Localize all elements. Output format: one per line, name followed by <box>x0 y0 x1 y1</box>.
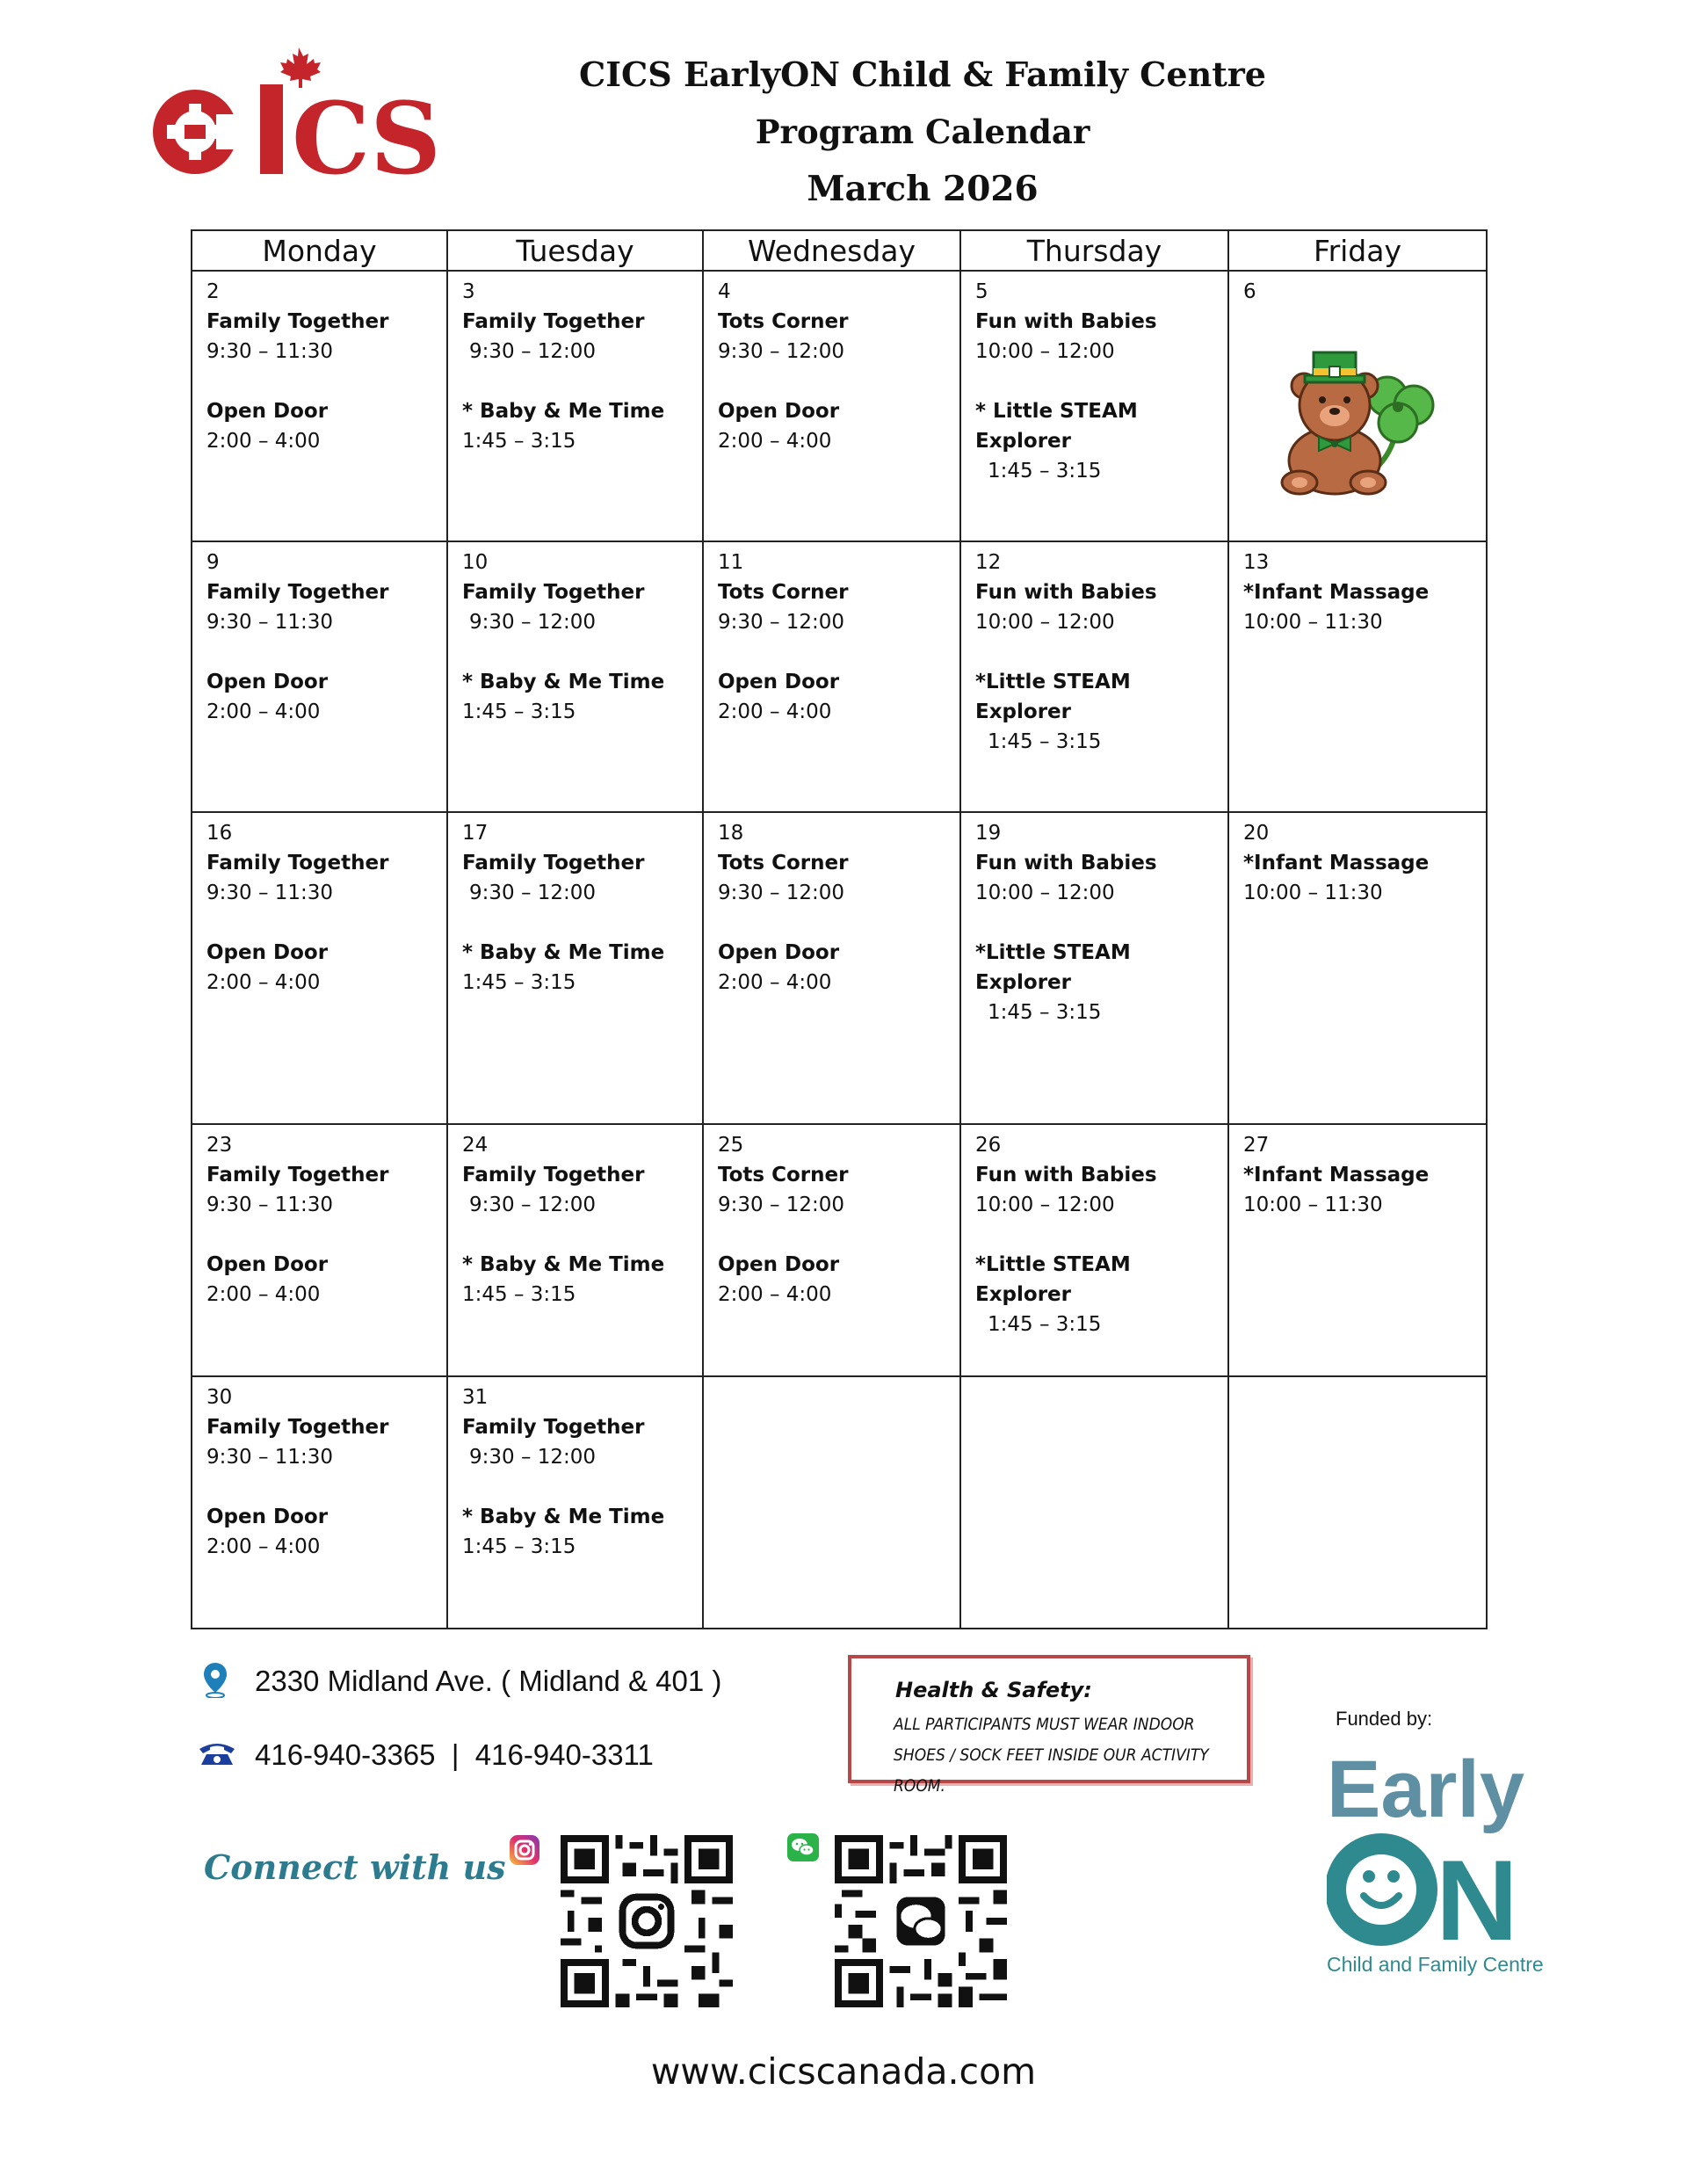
event-time: 1:45 – 3:15 <box>988 1313 1102 1336</box>
event-name: Tots Corner <box>718 581 849 604</box>
event-name: Open Door <box>206 1253 329 1276</box>
event <box>718 938 959 998</box>
event-name: Open Door <box>718 941 840 964</box>
day-cell <box>703 271 960 541</box>
day-cell <box>960 271 1228 541</box>
day-cell <box>447 541 703 812</box>
event <box>462 938 702 998</box>
event-time: 9:30 – 12:00 <box>469 882 597 904</box>
program-calendar <box>191 229 1488 1629</box>
location-pin-icon <box>202 1661 228 1698</box>
event-time: 1:45 – 3:15 <box>988 1001 1102 1024</box>
day-cell <box>447 1124 703 1376</box>
event <box>462 396 702 456</box>
event <box>1243 1160 1486 1220</box>
event <box>462 667 702 727</box>
day-cell <box>192 271 447 541</box>
earlyon-logo-top: Early <box>1327 1745 1525 1834</box>
event-time: 10:00 – 12:00 <box>975 1194 1115 1216</box>
day-cell <box>960 541 1228 812</box>
week-row <box>192 541 1487 812</box>
day-cell <box>960 1124 1228 1376</box>
event <box>462 848 702 908</box>
week-row <box>192 1124 1487 1376</box>
event <box>1243 577 1486 637</box>
day-number: 30 <box>206 1386 233 1409</box>
event-time: 1:45 – 3:15 <box>988 460 1102 483</box>
event <box>975 396 1227 486</box>
day-cell <box>1228 541 1487 812</box>
day-number: 5 <box>975 280 988 303</box>
event-name: Tots Corner <box>718 1164 849 1186</box>
event <box>718 848 959 908</box>
day-cell <box>192 1124 447 1376</box>
day-number: 13 <box>1243 551 1270 574</box>
org-title: CICS EarlyON Child & Family Centre <box>579 54 1266 94</box>
day-number: 23 <box>206 1134 233 1157</box>
weekday-header: Friday <box>1228 230 1487 271</box>
event-name: * Baby & Me Time <box>462 941 665 964</box>
day-number: 24 <box>462 1134 489 1157</box>
event-time: 9:30 – 12:00 <box>469 340 597 363</box>
weekday-header-row <box>192 230 1487 271</box>
day-cell <box>192 541 447 812</box>
event <box>206 1502 446 1562</box>
day-number: 27 <box>1243 1134 1270 1157</box>
event-time: 1:45 – 3:15 <box>988 730 1102 753</box>
event-time: 10:00 – 11:30 <box>1243 1194 1383 1216</box>
event-name: Fun with Babies <box>975 1164 1157 1186</box>
event <box>206 396 446 456</box>
event <box>975 577 1227 637</box>
day-number: 3 <box>462 280 475 303</box>
event <box>718 396 959 456</box>
event <box>206 1250 446 1310</box>
day-cell <box>192 812 447 1124</box>
phone-numbers: 416-940-3365 | 416-940-3311 <box>255 1738 654 1771</box>
week-row <box>192 271 1487 541</box>
day-cell <box>447 812 703 1124</box>
event <box>975 1160 1227 1220</box>
event-time: 9:30 – 12:00 <box>718 882 845 904</box>
event <box>462 1160 702 1220</box>
event-time: 10:00 – 11:30 <box>1243 611 1383 634</box>
event-time: 9:30 – 12:00 <box>718 611 845 634</box>
weekday-header: Wednesday <box>703 230 960 271</box>
event <box>206 577 446 637</box>
cics-logo <box>141 44 474 185</box>
event-name: Fun with Babies <box>975 310 1157 333</box>
day-number: 16 <box>206 822 233 845</box>
connect-with-us: Connect with us <box>204 1847 506 1887</box>
event <box>462 1250 702 1310</box>
day-number: 20 <box>1243 822 1270 845</box>
event-name: * Little STEAM Explorer <box>975 400 1138 453</box>
event-time: 2:00 – 4:00 <box>718 430 832 453</box>
event-name: Open Door <box>718 671 840 693</box>
event-name: Open Door <box>718 1253 840 1276</box>
month-title: March 2026 <box>807 169 1039 209</box>
day-cell <box>703 1124 960 1376</box>
event-time: 2:00 – 4:00 <box>206 1283 321 1306</box>
health-safety-notice <box>848 1655 1250 1796</box>
event-time: 10:00 – 12:00 <box>975 611 1115 634</box>
event-name: Family Together <box>462 581 645 604</box>
day-cell-empty <box>1228 1376 1487 1629</box>
day-cell <box>703 812 960 1124</box>
event-time: 10:00 – 12:00 <box>975 340 1115 363</box>
event-time: 10:00 – 11:30 <box>1243 882 1383 904</box>
event-name: Open Door <box>206 671 329 693</box>
day-number: 4 <box>718 280 731 303</box>
instagram-icon[interactable] <box>510 1835 539 1865</box>
event-name: Open Door <box>206 1506 329 1528</box>
earlyon-logo-caption: Child and Family Centre <box>1327 1953 1544 1976</box>
day-cell <box>1228 271 1487 541</box>
day-number: 11 <box>718 551 744 574</box>
day-cell <box>447 271 703 541</box>
day-cell <box>1228 812 1487 1124</box>
event <box>975 848 1227 908</box>
day-number: 18 <box>718 822 744 845</box>
weekday-header: Tuesday <box>447 230 703 271</box>
address-text: 2330 Midland Ave. ( Midland & 401 ) <box>255 1665 722 1697</box>
day-cell-empty <box>960 1376 1228 1629</box>
event <box>975 1250 1227 1339</box>
day-number: 17 <box>462 822 489 845</box>
event-time: 9:30 – 12:00 <box>718 1194 845 1216</box>
event-name: * Baby & Me Time <box>462 1506 665 1528</box>
event-time: 1:45 – 3:15 <box>462 700 576 723</box>
event-time: 2:00 – 4:00 <box>206 1535 321 1558</box>
event-name: Fun with Babies <box>975 852 1157 874</box>
event <box>718 1160 959 1220</box>
event-name: Tots Corner <box>718 852 849 874</box>
event-time: 9:30 – 11:30 <box>206 611 334 634</box>
health-safety-title: Health & Safety: <box>895 1678 1092 1702</box>
event-time: 10:00 – 12:00 <box>975 882 1115 904</box>
instagram-qr-code[interactable] <box>561 1835 733 2007</box>
event <box>206 307 446 366</box>
health-safety-text: ALL PARTICIPANTS MUST WEAR INDOOR SHOES / SOCK FEET INSIDE OUR ACTIVITY ROOM. <box>894 1715 1209 1796</box>
event-time: 2:00 – 4:00 <box>206 700 321 723</box>
event <box>462 1502 702 1562</box>
wechat-icon[interactable] <box>787 1833 819 1861</box>
event-time: 9:30 – 12:00 <box>469 611 597 634</box>
day-cell <box>447 1376 703 1629</box>
event-time: 9:30 – 12:00 <box>718 340 845 363</box>
wechat-qr-code[interactable] <box>835 1835 1007 2007</box>
event-time: 2:00 – 4:00 <box>206 971 321 994</box>
leprechaun-bear-illustration <box>1264 342 1440 500</box>
event <box>975 938 1227 1027</box>
day-cell <box>703 541 960 812</box>
event-name: Family Together <box>462 310 645 333</box>
event-name: Family Together <box>462 852 645 874</box>
event-name: *Little STEAM Explorer <box>975 941 1131 994</box>
telephone-icon <box>198 1740 236 1767</box>
event-time: 9:30 – 11:30 <box>206 882 334 904</box>
day-cell <box>192 1376 447 1629</box>
event-name: Family Together <box>206 310 389 333</box>
event-time: 9:30 – 12:00 <box>469 1194 597 1216</box>
week-row <box>192 812 1487 1124</box>
website-url[interactable]: www.cicscanada.com <box>650 2050 1037 2093</box>
event-name: *Infant Massage <box>1243 852 1430 874</box>
event-time: 9:30 – 11:30 <box>206 1194 334 1216</box>
weekday-header: Thursday <box>960 230 1228 271</box>
event-name: Fun with Babies <box>975 581 1157 604</box>
day-number: 19 <box>975 822 1002 845</box>
event <box>718 1250 959 1310</box>
earlyon-logo-bottom: N <box>1436 1836 1518 1964</box>
day-number: 25 <box>718 1134 744 1157</box>
event-time: 1:45 – 3:15 <box>462 1283 576 1306</box>
event-name: Family Together <box>206 1164 389 1186</box>
event <box>462 307 702 366</box>
event <box>718 307 959 366</box>
week-row <box>192 1376 1487 1629</box>
event-name: Family Together <box>206 1416 389 1439</box>
event <box>718 577 959 637</box>
event-name: Family Together <box>462 1416 645 1439</box>
event-time: 9:30 – 11:30 <box>206 1446 334 1469</box>
event-time: 1:45 – 3:15 <box>462 1535 576 1558</box>
event-name: * Baby & Me Time <box>462 400 665 423</box>
event-name: Family Together <box>462 1164 645 1186</box>
day-number: 31 <box>462 1386 489 1409</box>
event-name: Tots Corner <box>718 310 849 333</box>
event-time: 9:30 – 12:00 <box>469 1446 597 1469</box>
event <box>206 667 446 727</box>
event-name: Family Together <box>206 852 389 874</box>
day-number: 6 <box>1243 280 1256 303</box>
svg-text:CS: CS <box>292 82 442 185</box>
event <box>462 577 702 637</box>
funded-by-label: Funded by: <box>1336 1708 1433 1730</box>
event <box>975 307 1227 366</box>
event-name: * Baby & Me Time <box>462 671 665 693</box>
event-name: *Infant Massage <box>1243 1164 1430 1186</box>
day-cell-empty <box>703 1376 960 1629</box>
event <box>206 938 446 998</box>
event-time: 9:30 – 11:30 <box>206 340 334 363</box>
event-name: * Baby & Me Time <box>462 1253 665 1276</box>
event-name: Open Door <box>206 941 329 964</box>
day-number: 9 <box>206 551 220 574</box>
weekday-header: Monday <box>192 230 447 271</box>
event-name: Family Together <box>206 581 389 604</box>
event <box>718 667 959 727</box>
event <box>206 1160 446 1220</box>
event-time: 2:00 – 4:00 <box>718 1283 832 1306</box>
event-time: 2:00 – 4:00 <box>718 971 832 994</box>
day-number: 2 <box>206 280 220 303</box>
day-number: 26 <box>975 1134 1002 1157</box>
day-number: 10 <box>462 551 489 574</box>
event-time: 2:00 – 4:00 <box>206 430 321 453</box>
event <box>206 1412 446 1472</box>
event <box>462 1412 702 1472</box>
program-title: Program Calendar <box>755 112 1090 151</box>
event-time: 1:45 – 3:15 <box>462 430 576 453</box>
event-name: Open Door <box>206 400 329 423</box>
event <box>975 667 1227 757</box>
day-cell <box>1228 1124 1487 1376</box>
event-name: *Little STEAM Explorer <box>975 671 1131 723</box>
day-cell <box>960 812 1228 1124</box>
day-number: 12 <box>975 551 1002 574</box>
event-name: *Little STEAM Explorer <box>975 1253 1131 1306</box>
event-name: *Infant Massage <box>1243 581 1430 604</box>
earlyon-logo <box>1327 1745 1555 1982</box>
event <box>206 848 446 908</box>
event-name: Open Door <box>718 400 840 423</box>
event-time: 2:00 – 4:00 <box>718 700 832 723</box>
event-time: 1:45 – 3:15 <box>462 971 576 994</box>
event <box>1243 848 1486 908</box>
